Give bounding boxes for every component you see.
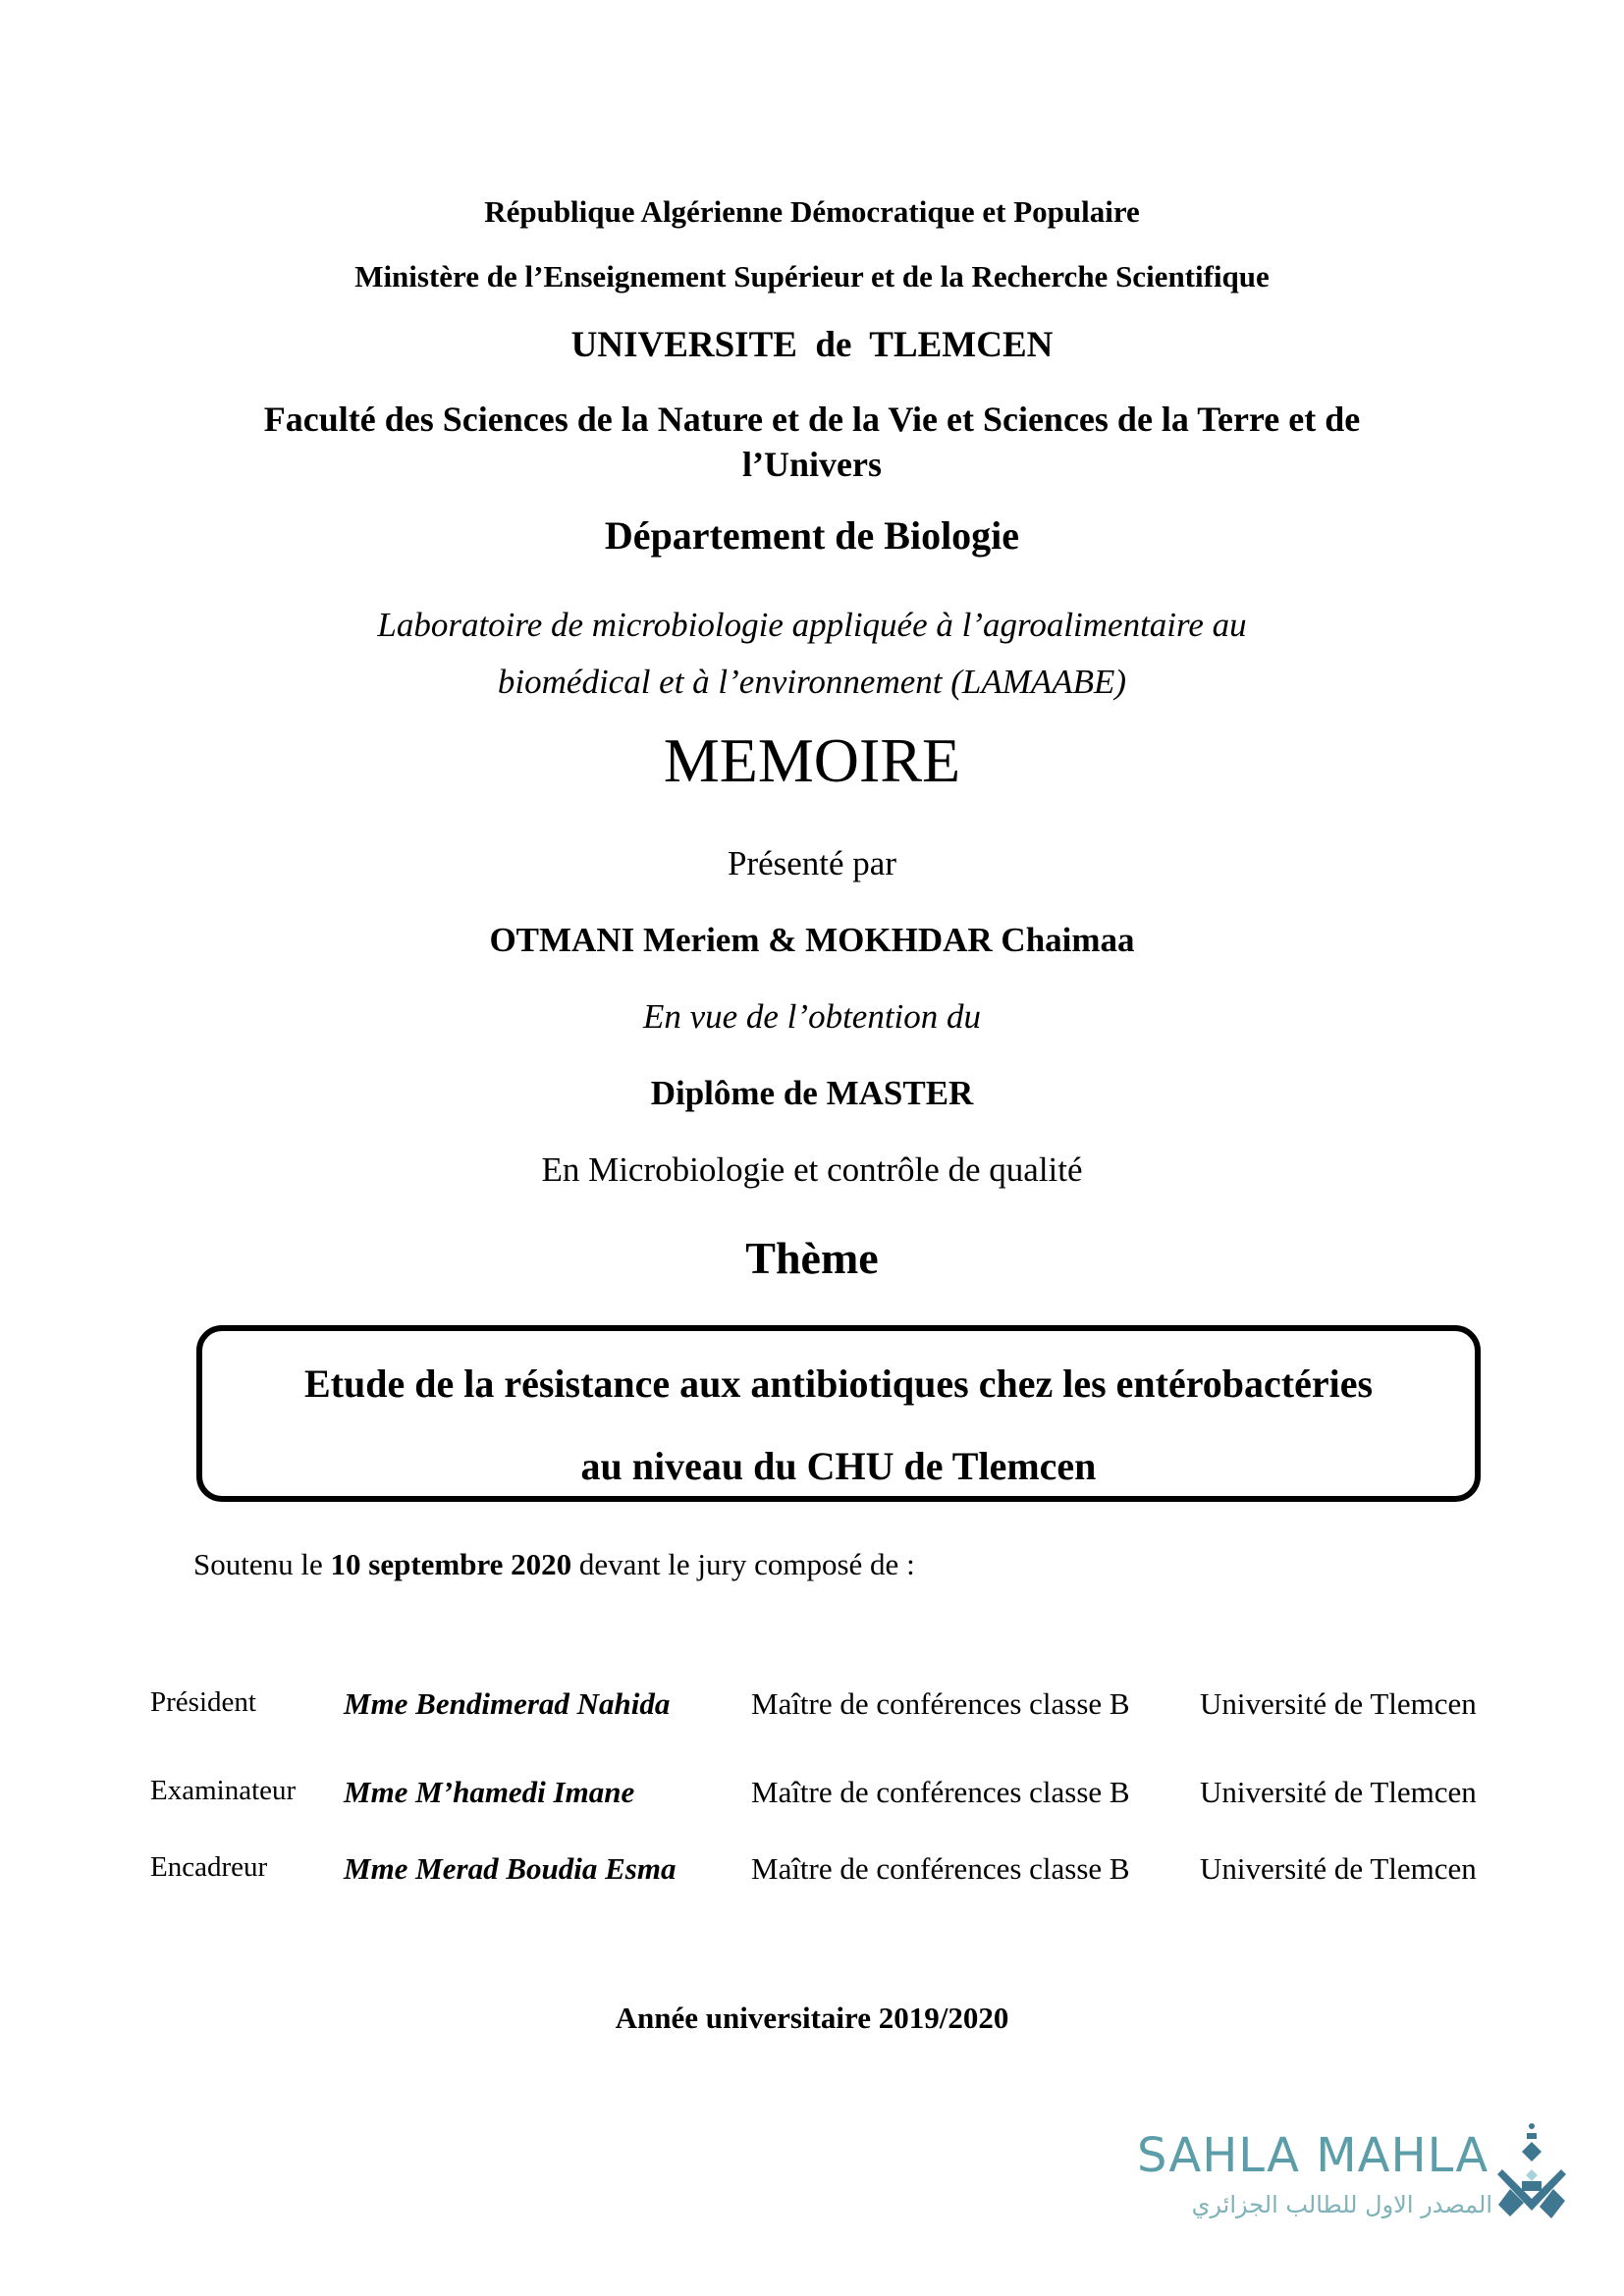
jury-row bbox=[0, 1686, 1624, 1726]
jury-grade: Maître de conférences classe B bbox=[751, 1686, 1130, 1721]
jury-grade: Maître de conférences classe B bbox=[751, 1775, 1130, 1809]
presented-by-label: Présenté par bbox=[727, 844, 896, 882]
jury-institution: Université de Tlemcen bbox=[1200, 1686, 1477, 1721]
theme-label: Thème bbox=[745, 1233, 879, 1283]
defense-date: 10 septembre 2020 bbox=[330, 1547, 572, 1581]
sahla-mahla-logo bbox=[1129, 2120, 1571, 2228]
faculty-heading bbox=[0, 397, 1624, 487]
document-type: MEMOIRE bbox=[663, 725, 961, 795]
ministry-heading: Ministère de l’Enseignement Supérieur et de la Recherche Scientifique bbox=[354, 259, 1270, 294]
defense-suffix: devant le jury composé de : bbox=[571, 1547, 915, 1581]
defense-statement bbox=[193, 1547, 915, 1582]
jury-name: Mme Bendimerad Nahida bbox=[344, 1686, 671, 1721]
theme-title-line-2: au niveau du CHU de Tlemcen bbox=[580, 1444, 1097, 1488]
department-heading: Département de Biologie bbox=[604, 513, 1020, 558]
jury-name: Mme Merad Boudia Esma bbox=[344, 1851, 677, 1886]
logo-brand-text: SAHLA MAHLA bbox=[1137, 2128, 1489, 2183]
laboratory-heading bbox=[0, 597, 1624, 711]
jury-row bbox=[0, 1851, 1624, 1891]
authors: OTMANI Meriem & MOKHDAR Chaimaa bbox=[489, 921, 1135, 959]
jury-role: Président bbox=[150, 1686, 256, 1718]
jury-institution: Université de Tlemcen bbox=[1200, 1775, 1477, 1809]
jury-role: Examinateur bbox=[150, 1775, 297, 1806]
jury-grade: Maître de conférences classe B bbox=[751, 1851, 1130, 1886]
jury-row bbox=[0, 1775, 1624, 1814]
jury-role: Encadreur bbox=[150, 1851, 268, 1883]
jury-institution: Université de Tlemcen bbox=[1200, 1851, 1477, 1886]
republic-heading: République Algérienne Démocratique et Populaire bbox=[484, 194, 1140, 229]
specialty-text: En Microbiologie et contrôle de qualité bbox=[541, 1150, 1083, 1189]
theme-title-line-1: Etude de la résistance aux antibiotiques chez les entérobactéries bbox=[303, 1362, 1374, 1406]
academic-year: Année universitaire 2019/2020 bbox=[615, 2001, 1009, 2035]
lab-line-2: biomédical et à l’environnement (LAMAABE) bbox=[497, 663, 1127, 701]
logo-tagline: المصدر الاول للطالب الجزائري bbox=[1191, 2191, 1492, 2218]
defense-prefix: Soutenu le bbox=[193, 1547, 331, 1581]
diploma-text: Diplôme de MASTER bbox=[650, 1074, 974, 1112]
purpose-text: En vue de l’obtention du bbox=[642, 997, 982, 1036]
theme-box bbox=[196, 1325, 1481, 1502]
jury-name: Mme M’hamedi Imane bbox=[344, 1775, 635, 1809]
university-heading: UNIVERSITE de TLEMCEN bbox=[570, 325, 1054, 365]
calligraphy-emblem-icon bbox=[1492, 2120, 1571, 2228]
faculty-line-2: l’Univers bbox=[742, 445, 882, 484]
faculty-line-1: Faculté des Sciences de la Nature et de la Vie et Sciences de la Terre et de bbox=[263, 400, 1361, 439]
lab-line-1: Laboratoire de microbiologie appliquée à l’agroalimentaire au bbox=[377, 606, 1247, 644]
